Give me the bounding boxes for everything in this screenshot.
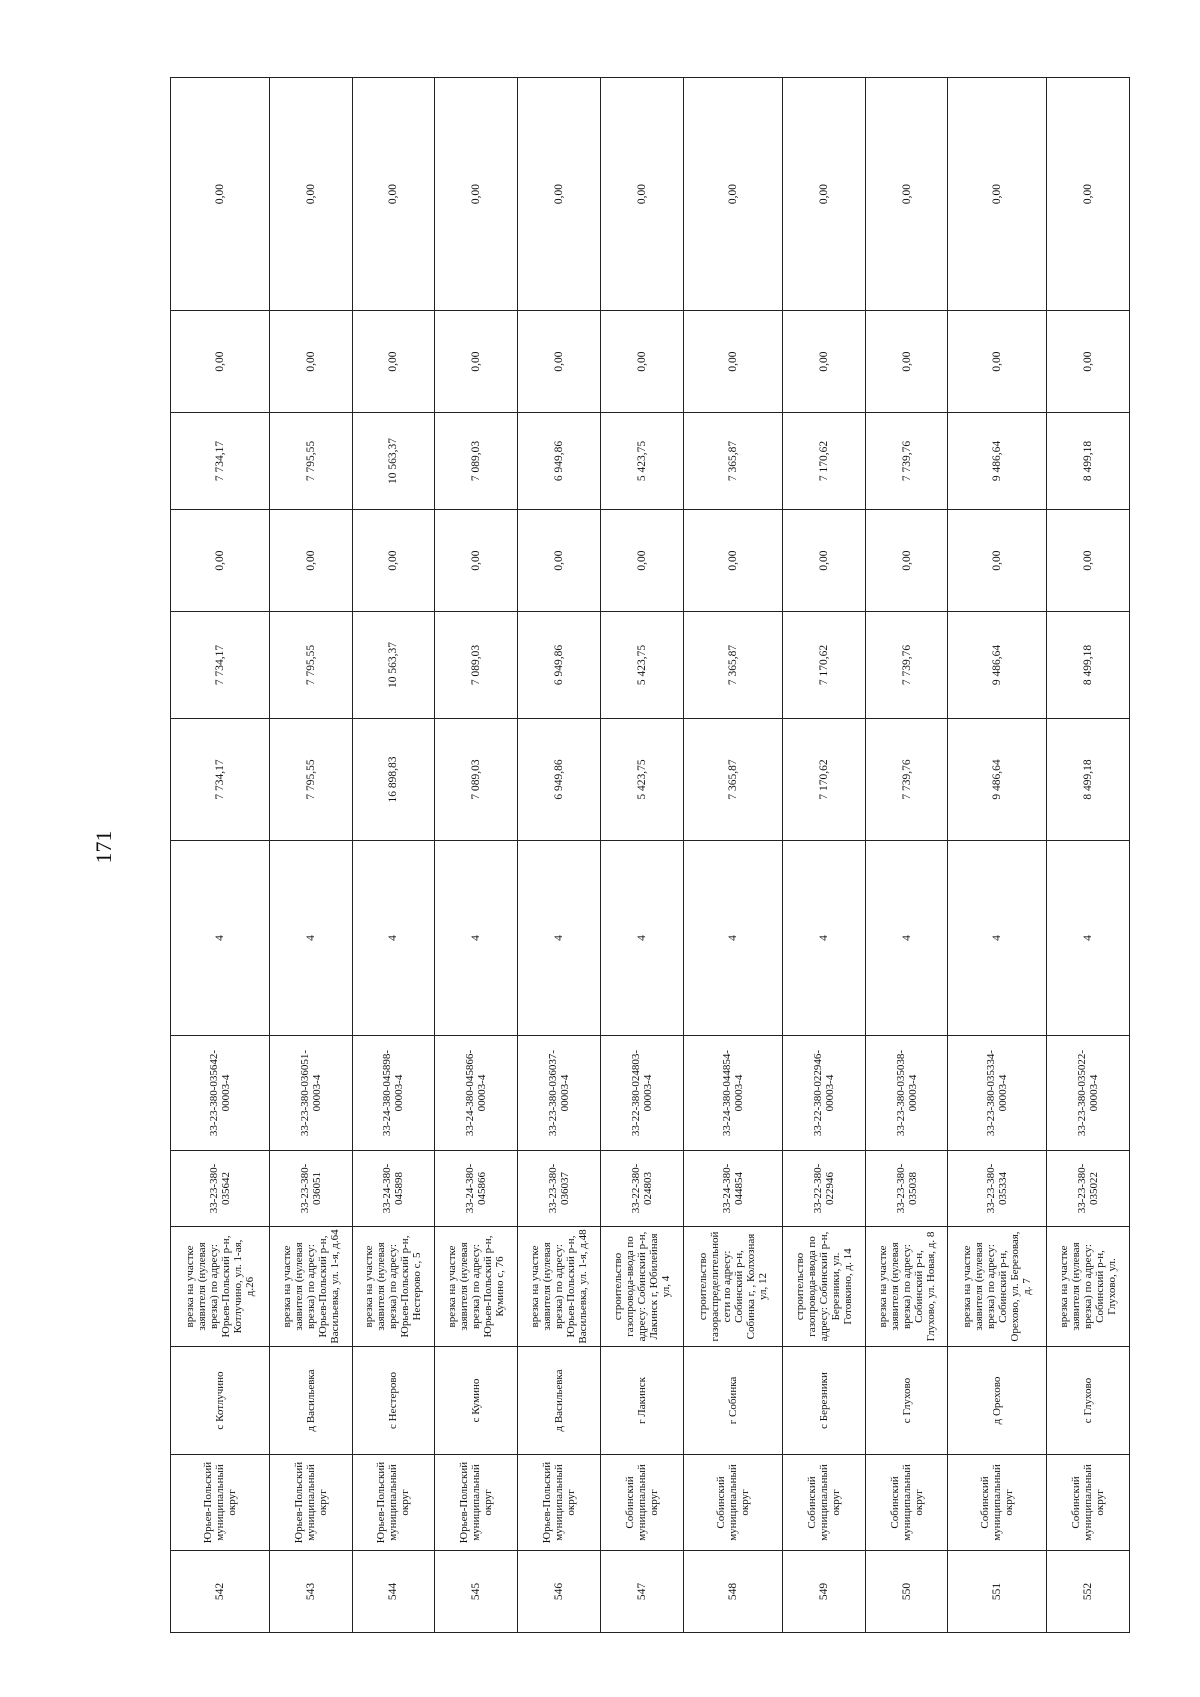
district-cell: Собинский муниципальный округ xyxy=(601,1455,684,1551)
work-description-cell: врезка на участке заявителя (нулевая врезка) по адресу: Юрьев-Польский р-н, Васильевка, ул. 1-я, д.64 xyxy=(269,1227,352,1347)
category-cell: 4 xyxy=(601,841,684,1036)
value-zero-a-cell: 0,00 xyxy=(782,510,865,612)
settlement-cell: г Собинка xyxy=(684,1347,783,1455)
category-cell: 4 xyxy=(435,841,518,1036)
value-cost-cell: 7 734,17 xyxy=(171,612,270,719)
value-tariff-cell: 7 795,55 xyxy=(269,413,352,510)
work-description-cell: строительство газораспределительной сети по адресу: Собинский р-н, Собинка г, , Колхозная ул, 12 xyxy=(684,1227,783,1347)
tariff-table xyxy=(170,77,1130,1633)
district-cell: Собинский муниципальный округ xyxy=(684,1455,783,1551)
table-row xyxy=(518,78,601,1633)
value-total-cell: 7 734,17 xyxy=(171,719,270,841)
value-cost-cell: 6 949,86 xyxy=(518,612,601,719)
application-code-cell: 33-23-380-035038-00003-4 xyxy=(865,1036,948,1151)
value-zero-a-cell: 0,00 xyxy=(518,510,601,612)
object-code-cell: 33-23-380-036037 xyxy=(518,1151,601,1227)
object-code-cell: 33-24-380-044854 xyxy=(684,1151,783,1227)
category-cell: 4 xyxy=(948,841,1047,1036)
value-total-cell: 8 499,18 xyxy=(1047,719,1130,841)
object-code-cell: 33-22-380-022946 xyxy=(782,1151,865,1227)
value-zero-c-cell: 0,00 xyxy=(171,78,270,311)
district-cell: Юрьев-Польский муниципальный округ xyxy=(171,1455,270,1551)
value-tariff-cell: 5 423,75 xyxy=(601,413,684,510)
work-description-cell: врезка на участке заявителя (нулевая врезка) по адресу: Юрьев-Польский р-н, Кумино с, 76 xyxy=(435,1227,518,1347)
district-cell: Собинский муниципальный округ xyxy=(1047,1455,1130,1551)
value-tariff-cell: 7 734,17 xyxy=(171,413,270,510)
category-cell: 4 xyxy=(518,841,601,1036)
table-row xyxy=(865,78,948,1633)
table-row xyxy=(269,78,352,1633)
district-cell: Юрьев-Польский муниципальный округ xyxy=(518,1455,601,1551)
work-description-cell: врезка на участке заявителя (нулевая врезка) по адресу: Юрьев-Польский р-н, Васильевка, ул. 1-я, д.48 xyxy=(518,1227,601,1347)
category-cell: 4 xyxy=(782,841,865,1036)
value-tariff-cell: 9 486,64 xyxy=(948,413,1047,510)
value-zero-b-cell: 0,00 xyxy=(518,311,601,413)
value-zero-c-cell: 0,00 xyxy=(948,78,1047,311)
work-description-cell: врезка на участке заявителя (нулевая врезка) по адресу: Собинский р-н, Орехово, ул. Березовая, д. 7 xyxy=(948,1227,1047,1347)
value-total-cell: 16 898,83 xyxy=(352,719,435,841)
object-code-cell: 33-23-380-035038 xyxy=(865,1151,948,1227)
settlement-cell: с Глухово xyxy=(1047,1347,1130,1455)
category-cell: 4 xyxy=(865,841,948,1036)
row-number: 545 xyxy=(435,1551,518,1633)
value-zero-b-cell: 0,00 xyxy=(865,311,948,413)
object-code-cell: 33-23-380-036051 xyxy=(269,1151,352,1227)
value-zero-c-cell: 0,00 xyxy=(269,78,352,311)
row-number: 546 xyxy=(518,1551,601,1633)
value-zero-a-cell: 0,00 xyxy=(435,510,518,612)
application-code-cell: 33-23-380-035642-00003-4 xyxy=(171,1036,270,1151)
object-code-cell: 33-23-380-035642 xyxy=(171,1151,270,1227)
value-zero-a-cell: 0,00 xyxy=(352,510,435,612)
value-zero-b-cell: 0,00 xyxy=(601,311,684,413)
value-zero-c-cell: 0,00 xyxy=(1047,78,1130,311)
settlement-cell: с Березники xyxy=(782,1347,865,1455)
work-description-cell: врезка на участке заявителя (нулевая врезка) по адресу: Собинский р-н, Глухово, ул. Новая, д. 8 xyxy=(865,1227,948,1347)
value-cost-cell: 8 499,18 xyxy=(1047,612,1130,719)
application-code-cell: 33-24-380-045898-00003-4 xyxy=(352,1036,435,1151)
value-zero-a-cell: 0,00 xyxy=(601,510,684,612)
value-total-cell: 6 949,86 xyxy=(518,719,601,841)
work-description-cell: строительство газопровода-ввода по адресу: Собинский р-н, Лакинск г, Юбилейная ул, 4 xyxy=(601,1227,684,1347)
value-cost-cell: 10 563,37 xyxy=(352,612,435,719)
district-cell: Собинский муниципальный округ xyxy=(782,1455,865,1551)
value-total-cell: 7 795,55 xyxy=(269,719,352,841)
table-row xyxy=(684,78,783,1633)
value-zero-c-cell: 0,00 xyxy=(352,78,435,311)
value-zero-c-cell: 0,00 xyxy=(435,78,518,311)
value-total-cell: 7 089,03 xyxy=(435,719,518,841)
category-cell: 4 xyxy=(352,841,435,1036)
value-tariff-cell: 8 499,18 xyxy=(1047,413,1130,510)
table-row xyxy=(782,78,865,1633)
row-number: 544 xyxy=(352,1551,435,1633)
value-tariff-cell: 10 563,37 xyxy=(352,413,435,510)
page-number: 171 xyxy=(91,830,116,864)
row-number: 548 xyxy=(684,1551,783,1633)
value-zero-c-cell: 0,00 xyxy=(601,78,684,311)
settlement-cell: с Котлучино xyxy=(171,1347,270,1455)
row-number: 543 xyxy=(269,1551,352,1633)
value-total-cell: 7 365,87 xyxy=(684,719,783,841)
value-cost-cell: 7 365,87 xyxy=(684,612,783,719)
table-row xyxy=(948,78,1047,1633)
value-zero-b-cell: 0,00 xyxy=(435,311,518,413)
value-zero-c-cell: 0,00 xyxy=(518,78,601,311)
value-total-cell: 5 423,75 xyxy=(601,719,684,841)
value-cost-cell: 7 739,76 xyxy=(865,612,948,719)
value-zero-b-cell: 0,00 xyxy=(948,311,1047,413)
value-zero-b-cell: 0,00 xyxy=(1047,311,1130,413)
value-zero-c-cell: 0,00 xyxy=(782,78,865,311)
application-code-cell: 33-23-380-036037-00003-4 xyxy=(518,1036,601,1151)
application-code-cell: 33-24-380-045866-00003-4 xyxy=(435,1036,518,1151)
object-code-cell: 33-22-380-024803 xyxy=(601,1151,684,1227)
category-cell: 4 xyxy=(684,841,783,1036)
category-cell: 4 xyxy=(269,841,352,1036)
application-code-cell: 33-23-380-035022-00003-4 xyxy=(1047,1036,1130,1151)
settlement-cell: с Глухово xyxy=(865,1347,948,1455)
table-row xyxy=(435,78,518,1633)
work-description-cell: врезка на участке заявителя (нулевая врезка) по адресу: Собинский р-н, Глухово, ул. xyxy=(1047,1227,1130,1347)
value-total-cell: 9 486,64 xyxy=(948,719,1047,841)
value-cost-cell: 7 089,03 xyxy=(435,612,518,719)
category-cell: 4 xyxy=(1047,841,1130,1036)
object-code-cell: 33-23-380-035022 xyxy=(1047,1151,1130,1227)
category-cell: 4 xyxy=(171,841,270,1036)
settlement-cell: д Васильевка xyxy=(269,1347,352,1455)
application-code-cell: 33-22-380-024803-00003-4 xyxy=(601,1036,684,1151)
value-cost-cell: 5 423,75 xyxy=(601,612,684,719)
value-tariff-cell: 7 365,87 xyxy=(684,413,783,510)
value-zero-a-cell: 0,00 xyxy=(948,510,1047,612)
object-code-cell: 33-23-380-035334 xyxy=(948,1151,1047,1227)
value-total-cell: 7 170,62 xyxy=(782,719,865,841)
district-cell: Собинский муниципальный округ xyxy=(948,1455,1047,1551)
value-cost-cell: 7 170,62 xyxy=(782,612,865,719)
table-row xyxy=(171,78,270,1633)
row-number: 550 xyxy=(865,1551,948,1633)
value-zero-c-cell: 0,00 xyxy=(684,78,783,311)
row-number: 547 xyxy=(601,1551,684,1633)
value-zero-b-cell: 0,00 xyxy=(269,311,352,413)
application-code-cell: 33-23-380-035334-00003-4 xyxy=(948,1036,1047,1151)
table-row xyxy=(601,78,684,1633)
work-description-cell: врезка на участке заявителя (нулевая врезка) по адресу: Юрьев-Польский р-н, Котлучино, ул. 1-ая, д.26 xyxy=(171,1227,270,1347)
value-zero-b-cell: 0,00 xyxy=(171,311,270,413)
value-zero-a-cell: 0,00 xyxy=(865,510,948,612)
district-cell: Юрьев-Польский муниципальный округ xyxy=(435,1455,518,1551)
value-zero-b-cell: 0,00 xyxy=(782,311,865,413)
value-tariff-cell: 7 089,03 xyxy=(435,413,518,510)
value-cost-cell: 9 486,64 xyxy=(948,612,1047,719)
settlement-cell: д Орехово xyxy=(948,1347,1047,1455)
value-tariff-cell: 6 949,86 xyxy=(518,413,601,510)
settlement-cell: с Нестерово xyxy=(352,1347,435,1455)
value-zero-a-cell: 0,00 xyxy=(269,510,352,612)
object-code-cell: 33-24-380-045898 xyxy=(352,1151,435,1227)
settlement-cell: д Васильевка xyxy=(518,1347,601,1455)
rotated-table-container xyxy=(170,78,1130,1633)
application-code-cell: 33-22-380-022946-00003-4 xyxy=(782,1036,865,1151)
district-cell: Юрьев-Польский муниципальный округ xyxy=(352,1455,435,1551)
application-code-cell: 33-23-380-036051-00003-4 xyxy=(269,1036,352,1151)
work-description-cell: строительство газопровода-ввода по адресу: Собинский р-н, Березники, ул. Готовкино, д. 14 xyxy=(782,1227,865,1347)
value-zero-a-cell: 0,00 xyxy=(684,510,783,612)
value-tariff-cell: 7 170,62 xyxy=(782,413,865,510)
row-number: 552 xyxy=(1047,1551,1130,1633)
value-zero-a-cell: 0,00 xyxy=(1047,510,1130,612)
value-total-cell: 7 739,76 xyxy=(865,719,948,841)
value-cost-cell: 7 795,55 xyxy=(269,612,352,719)
object-code-cell: 33-24-380-045866 xyxy=(435,1151,518,1227)
value-zero-b-cell: 0,00 xyxy=(352,311,435,413)
district-cell: Собинский муниципальный округ xyxy=(865,1455,948,1551)
row-number: 549 xyxy=(782,1551,865,1633)
application-code-cell: 33-24-380-044854-00003-4 xyxy=(684,1036,783,1151)
value-zero-c-cell: 0,00 xyxy=(865,78,948,311)
settlement-cell: г Лакинск xyxy=(601,1347,684,1455)
work-description-cell: врезка на участке заявителя (нулевая врезка) по адресу: Юрьев-Польский р-н, Нестерово с, 5 xyxy=(352,1227,435,1347)
row-number: 551 xyxy=(948,1551,1047,1633)
value-zero-b-cell: 0,00 xyxy=(684,311,783,413)
table-row xyxy=(352,78,435,1633)
table-row xyxy=(1047,78,1130,1633)
value-tariff-cell: 7 739,76 xyxy=(865,413,948,510)
value-zero-a-cell: 0,00 xyxy=(171,510,270,612)
row-number: 542 xyxy=(171,1551,270,1633)
district-cell: Юрьев-Польский муниципальный округ xyxy=(269,1455,352,1551)
settlement-cell: с Кумино xyxy=(435,1347,518,1455)
